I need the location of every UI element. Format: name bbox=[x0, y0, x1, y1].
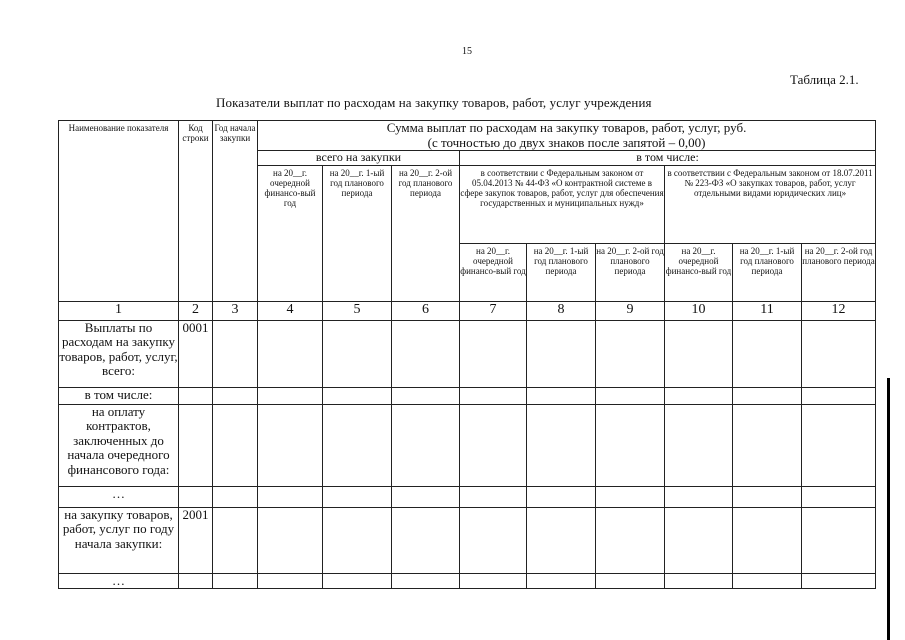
header-sum-title: Сумма выплат по расходам на закупку товаров, работ, услуг, руб. bbox=[386, 120, 747, 135]
header-44fz-current-year: на 20__г. очередной финансо-вый год bbox=[460, 243, 527, 301]
page-number: 15 bbox=[462, 46, 472, 57]
row-indicator-name: … bbox=[59, 486, 179, 507]
data-cell[interactable] bbox=[258, 320, 323, 387]
header-indicator-name: Наименование показателя bbox=[59, 121, 179, 302]
data-cell[interactable] bbox=[665, 404, 733, 486]
data-cell[interactable] bbox=[733, 387, 802, 404]
data-cell[interactable] bbox=[213, 320, 258, 387]
column-number: 2 bbox=[179, 301, 213, 320]
data-cell[interactable] bbox=[392, 507, 460, 573]
row-code bbox=[179, 486, 213, 507]
data-cell[interactable] bbox=[460, 507, 527, 573]
header-223fz-plan-year-1: на 20__г. 1-ый год планового периода bbox=[733, 243, 802, 301]
row-indicator-name: на закупку товаров, работ, услуг по году начала закупки: bbox=[59, 507, 179, 573]
row-indicator-name: в том числе: bbox=[59, 387, 179, 404]
data-cell[interactable] bbox=[596, 320, 665, 387]
table-row bbox=[59, 486, 876, 507]
payments-table bbox=[58, 120, 876, 589]
data-cell[interactable] bbox=[213, 404, 258, 486]
column-number: 8 bbox=[527, 301, 596, 320]
data-cell[interactable] bbox=[392, 573, 460, 589]
data-cell[interactable] bbox=[460, 320, 527, 387]
data-cell[interactable] bbox=[323, 404, 392, 486]
header-including: в том числе: bbox=[460, 151, 876, 165]
header-law-223fz: в соответствии с Федеральным законом от 18.07.2011 № 223-ФЗ «О закупках товаров, работ, услуг отдельными видами юридических лиц» bbox=[665, 165, 876, 243]
data-cell[interactable] bbox=[733, 320, 802, 387]
header-223fz-plan-year-2: на 20__г. 2-ой год планового периода bbox=[802, 243, 876, 301]
column-number: 3 bbox=[213, 301, 258, 320]
table-label: Таблица 2.1. bbox=[790, 72, 859, 87]
data-cell[interactable] bbox=[527, 320, 596, 387]
data-cell[interactable] bbox=[323, 320, 392, 387]
row-indicator-name: на оплату контрактов, заключенных до начала очередного финансового года: bbox=[59, 404, 179, 486]
column-number: 7 bbox=[460, 301, 527, 320]
row-code bbox=[179, 387, 213, 404]
table-row bbox=[59, 387, 876, 404]
header-payment-sum bbox=[258, 121, 876, 151]
data-cell[interactable] bbox=[527, 507, 596, 573]
data-cell[interactable] bbox=[392, 387, 460, 404]
data-cell[interactable] bbox=[802, 320, 876, 387]
header-223fz-current-year: на 20__г. очередной финансо-вый год bbox=[665, 243, 733, 301]
header-purchase-year: Год начала закупки bbox=[213, 121, 258, 302]
data-cell[interactable] bbox=[323, 387, 392, 404]
data-cell[interactable] bbox=[258, 507, 323, 573]
data-cell[interactable] bbox=[323, 507, 392, 573]
data-cell[interactable] bbox=[802, 404, 876, 486]
data-cell[interactable] bbox=[527, 573, 596, 589]
data-cell[interactable] bbox=[665, 387, 733, 404]
header-total-current-year: на 20__г. очередной финансо-вый год bbox=[258, 165, 323, 301]
data-cell[interactable] bbox=[527, 404, 596, 486]
row-code bbox=[179, 404, 213, 486]
data-cell[interactable] bbox=[733, 573, 802, 589]
row-indicator-name: Выплаты по расходам на закупку товаров, работ, услуг, всего: bbox=[59, 320, 179, 387]
data-cell[interactable] bbox=[596, 387, 665, 404]
header-law-44fz: в соответствии с Федеральным законом от 05.04.2013 № 44-ФЗ «О контрактной системе в сфере закупок товаров, работ, услуг для обеспечения государственных и муниципальных нужд» bbox=[460, 165, 665, 243]
data-cell[interactable] bbox=[802, 486, 876, 507]
data-cell[interactable] bbox=[596, 486, 665, 507]
row-code: 2001 bbox=[179, 507, 213, 573]
data-cell[interactable] bbox=[460, 387, 527, 404]
header-total-plan-year-2: на 20__г. 2-ой год планового периода bbox=[392, 165, 460, 301]
column-number: 9 bbox=[596, 301, 665, 320]
data-cell[interactable] bbox=[733, 507, 802, 573]
column-number: 6 bbox=[392, 301, 460, 320]
data-cell[interactable] bbox=[258, 387, 323, 404]
data-cell[interactable] bbox=[733, 486, 802, 507]
data-cell[interactable] bbox=[596, 507, 665, 573]
data-cell[interactable] bbox=[665, 573, 733, 589]
data-cell[interactable] bbox=[392, 404, 460, 486]
column-number: 11 bbox=[733, 301, 802, 320]
row-code bbox=[179, 573, 213, 589]
header-total-plan-year-1: на 20__г. 1-ый год планового периода bbox=[323, 165, 392, 301]
header-total-purchases: всего на закупки bbox=[258, 151, 460, 165]
column-number: 12 bbox=[802, 301, 876, 320]
data-cell[interactable] bbox=[323, 486, 392, 507]
data-cell[interactable] bbox=[460, 573, 527, 589]
data-cell[interactable] bbox=[392, 486, 460, 507]
data-cell[interactable] bbox=[665, 486, 733, 507]
data-cell[interactable] bbox=[213, 486, 258, 507]
header-row-code: Код строки bbox=[179, 121, 213, 302]
row-indicator-name: … bbox=[59, 573, 179, 589]
column-number-row bbox=[59, 301, 876, 320]
data-cell[interactable] bbox=[392, 320, 460, 387]
header-44fz-plan-year-2: на 20__г. 2-ой год планового периода bbox=[596, 243, 665, 301]
data-cell[interactable] bbox=[596, 573, 665, 589]
data-cell[interactable] bbox=[527, 387, 596, 404]
table-row bbox=[59, 320, 876, 387]
data-cell[interactable] bbox=[460, 404, 527, 486]
data-cell[interactable] bbox=[258, 573, 323, 589]
data-cell[interactable] bbox=[323, 573, 392, 589]
data-cell[interactable] bbox=[733, 404, 802, 486]
table-row bbox=[59, 404, 876, 486]
data-cell[interactable] bbox=[665, 320, 733, 387]
data-cell[interactable] bbox=[213, 507, 258, 573]
header-sum-precision: (с точностью до двух знаков после запятой – 0,00) bbox=[427, 134, 706, 150]
data-cell[interactable] bbox=[802, 507, 876, 573]
column-number: 4 bbox=[258, 301, 323, 320]
data-cell[interactable] bbox=[213, 573, 258, 589]
data-cell[interactable] bbox=[258, 486, 323, 507]
row-code: 0001 bbox=[179, 320, 213, 387]
document-title: Показатели выплат по расходам на закупку товаров, работ, услуг учреждения bbox=[216, 95, 652, 110]
table-row bbox=[59, 573, 876, 589]
table-row bbox=[59, 507, 876, 573]
data-cell[interactable] bbox=[665, 507, 733, 573]
header-44fz-plan-year-1: на 20__г. 1-ый год планового периода bbox=[527, 243, 596, 301]
column-number: 5 bbox=[323, 301, 392, 320]
data-cell[interactable] bbox=[802, 387, 876, 404]
data-cell[interactable] bbox=[213, 387, 258, 404]
column-number: 10 bbox=[665, 301, 733, 320]
column-number: 1 bbox=[59, 301, 179, 320]
data-cell[interactable] bbox=[802, 573, 876, 589]
data-cell[interactable] bbox=[258, 404, 323, 486]
data-cell[interactable] bbox=[596, 404, 665, 486]
scan-edge-line bbox=[887, 378, 890, 640]
data-cell[interactable] bbox=[460, 486, 527, 507]
data-cell[interactable] bbox=[527, 486, 596, 507]
